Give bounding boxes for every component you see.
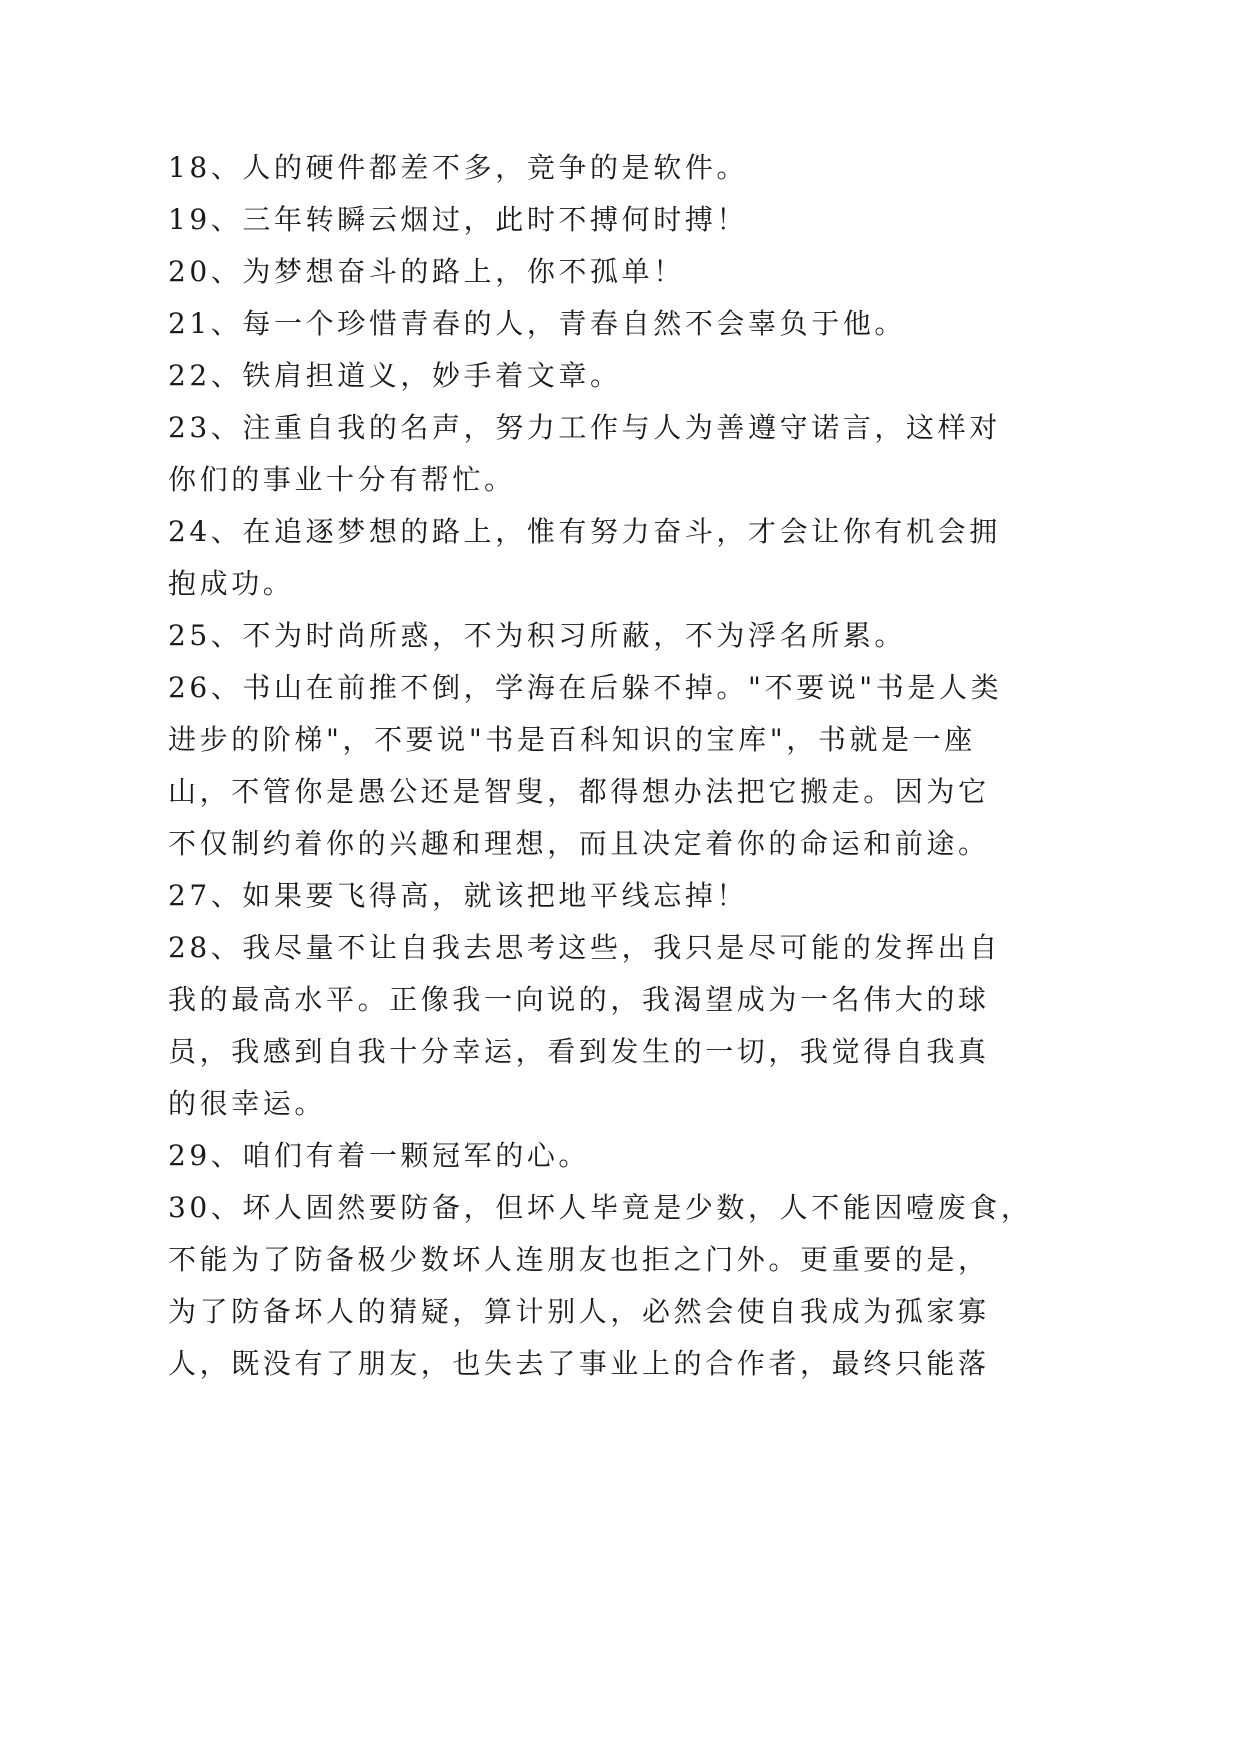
text-line: 30、坏人固然要防备，但坏人毕竟是少数，人不能因噎废食， bbox=[168, 1191, 1033, 1224]
text-line: 进步的阶梯"，不要说"书是百科知识的宝库"，书就是一座 bbox=[168, 723, 976, 756]
text-line: 抱成功。 bbox=[168, 567, 295, 600]
text-line: 23、注重自我的名声，努力工作与人为善遵守诺言，这样对 bbox=[168, 411, 1001, 444]
text-line: 25、不为时尚所惑，不为积习所蔽，不为浮名所累。 bbox=[168, 619, 907, 652]
text-line: 22、铁肩担道义，妙手着文章。 bbox=[168, 359, 622, 392]
text-line: 你们的事业十分有帮忙。 bbox=[168, 463, 516, 496]
text-line: 我的最高水平。正像我一向说的，我渴望成为一名伟大的球 bbox=[168, 983, 990, 1016]
text-line: 24、在追逐梦想的路上，惟有努力奋斗，才会让你有机会拥 bbox=[168, 515, 1001, 548]
text-line: 18、人的硬件都差不多，竞争的是软件。 bbox=[168, 151, 749, 184]
text-line: 21、每一个珍惜青春的人，青春自然不会辜负于他。 bbox=[168, 307, 907, 340]
text-line: 人，既没有了朋友，也失去了事业上的合作者，最终只能落 bbox=[168, 1347, 990, 1380]
text-line: 的很幸运。 bbox=[168, 1087, 327, 1120]
text-line: 不仅制约着你的兴趣和理想，而且决定着你的命运和前途。 bbox=[168, 827, 990, 860]
text-line: 26、书山在前推不倒，学海在后躲不掉。"不要说"书是人类 bbox=[168, 671, 1003, 704]
text-line: 员，我感到自我十分幸运，看到发生的一切，我觉得自我真 bbox=[168, 1035, 990, 1068]
text-line: 19、三年转瞬云烟过，此时不搏何时搏！ bbox=[168, 203, 749, 236]
text-line: 不能为了防备极少数坏人连朋友也拒之门外。更重要的是， bbox=[168, 1243, 990, 1276]
text-line: 28、我尽量不让自我去思考这些，我只是尽可能的发挥出自 bbox=[168, 931, 1001, 964]
text-line: 为了防备坏人的猜疑，算计别人，必然会使自我成为孤家寡 bbox=[168, 1295, 990, 1328]
text-line: 山，不管你是愚公还是智叟，都得想办法把它搬走。因为它 bbox=[168, 775, 990, 808]
text-line: 27、如果要飞得高，就该把地平线忘掉！ bbox=[168, 879, 749, 912]
text-line: 29、咱们有着一颗冠军的心。 bbox=[168, 1139, 591, 1172]
text-line: 20、为梦想奋斗的路上，你不孤单！ bbox=[168, 255, 685, 288]
document-body bbox=[168, 142, 1033, 1390]
